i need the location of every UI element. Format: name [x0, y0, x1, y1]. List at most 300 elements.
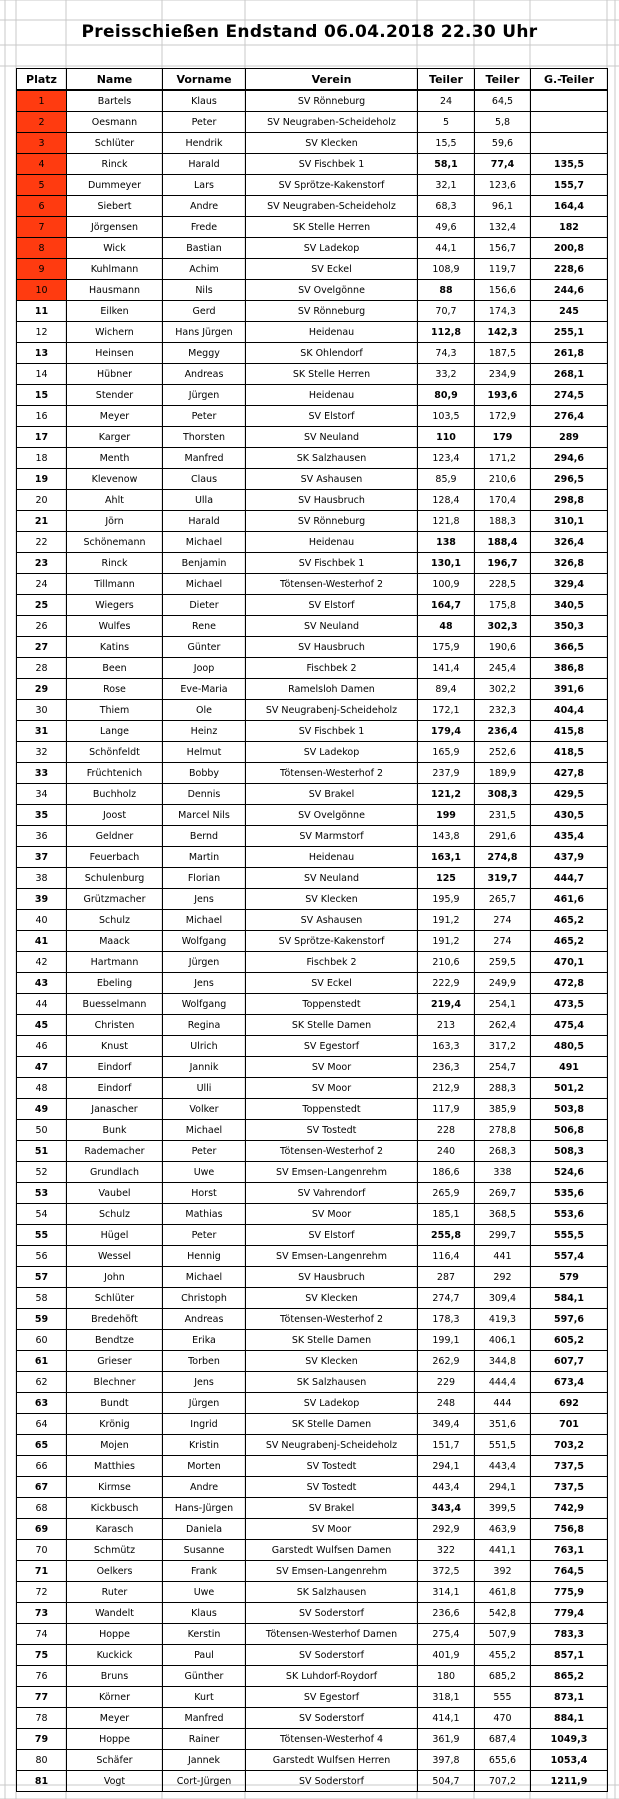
cell-platz: 57 [17, 1267, 67, 1288]
cell-vorname: Nils [163, 280, 246, 301]
table-row [17, 133, 608, 154]
cell-platz: 62 [17, 1372, 67, 1393]
cell-gesamt-teiler: 326,8 [531, 553, 608, 574]
cell-vorname: Andre [163, 196, 246, 217]
table-row [17, 364, 608, 385]
cell-vorname: Michael [163, 1120, 246, 1141]
cell-teiler-2: 463,9 [475, 1519, 531, 1540]
cell-gesamt-teiler: 340,5 [531, 595, 608, 616]
cell-vorname: Christoph [163, 1288, 246, 1309]
cell-teiler-2: 196,7 [475, 553, 531, 574]
cell-platz: 42 [17, 952, 67, 973]
cell-gesamt-teiler: 857,1 [531, 1645, 608, 1666]
cell-vorname: Jürgen [163, 385, 246, 406]
cell-name: Ruter [67, 1582, 163, 1603]
cell-verein: SV Ladekop [246, 238, 418, 259]
cell-gesamt-teiler: 366,5 [531, 637, 608, 658]
cell-verein: Heidenau [246, 847, 418, 868]
cell-teiler-2: 156,7 [475, 238, 531, 259]
cell-teiler-2: 274 [475, 931, 531, 952]
table-row [17, 973, 608, 994]
cell-teiler-1: 212,9 [418, 1078, 475, 1099]
cell-gesamt-teiler: 506,8 [531, 1120, 608, 1141]
cell-vorname: Manfred [163, 448, 246, 469]
cell-teiler-2: 188,3 [475, 511, 531, 532]
cell-teiler-1: 128,4 [418, 490, 475, 511]
table-row [17, 322, 608, 343]
cell-teiler-2: 399,5 [475, 1498, 531, 1519]
cell-vorname: Jens [163, 1372, 246, 1393]
cell-teiler-1: 165,9 [418, 742, 475, 763]
cell-name: Wulfes [67, 616, 163, 637]
cell-teiler-2: 172,9 [475, 406, 531, 427]
cell-teiler-2: 254,1 [475, 994, 531, 1015]
cell-teiler-1: 318,1 [418, 1687, 475, 1708]
table-row [17, 553, 608, 574]
cell-teiler-2: 317,2 [475, 1036, 531, 1057]
cell-platz: 21 [17, 511, 67, 532]
cell-gesamt-teiler: 472,8 [531, 973, 608, 994]
cell-name: Tillmann [67, 574, 163, 595]
cell-teiler-2: 210,6 [475, 469, 531, 490]
cell-teiler-1: 33,2 [418, 364, 475, 385]
cell-teiler-1: 179,4 [418, 721, 475, 742]
cell-gesamt-teiler: 310,1 [531, 511, 608, 532]
cell-teiler-2: 406,1 [475, 1330, 531, 1351]
cell-gesamt-teiler: 155,7 [531, 175, 608, 196]
cell-teiler-1: 401,9 [418, 1645, 475, 1666]
cell-name: Grieser [67, 1351, 163, 1372]
cell-name: Schönemann [67, 532, 163, 553]
cell-teiler-2: 142,3 [475, 322, 531, 343]
table-row [17, 1708, 608, 1729]
cell-teiler-1: 70,7 [418, 301, 475, 322]
cell-vorname: Horst [163, 1183, 246, 1204]
cell-vorname: Ulla [163, 490, 246, 511]
cell-name: Schlüter [67, 133, 163, 154]
cell-vorname: Achim [163, 259, 246, 280]
cell-teiler-2: 231,5 [475, 805, 531, 826]
cell-platz: 39 [17, 889, 67, 910]
cell-vorname: Mathias [163, 1204, 246, 1225]
table-row [17, 763, 608, 784]
cell-vorname: Andreas [163, 1309, 246, 1330]
cell-gesamt-teiler: 135,5 [531, 154, 608, 175]
cell-name: Karger [67, 427, 163, 448]
cell-verein: SV Rönneburg [246, 90, 418, 112]
cell-platz: 41 [17, 931, 67, 952]
cell-name: Vaubel [67, 1183, 163, 1204]
cell-name: Ahlt [67, 490, 163, 511]
cell-platz: 1 [17, 90, 67, 112]
cell-verein: Tötensen-Westerhof 4 [246, 1729, 418, 1750]
cell-platz: 45 [17, 1015, 67, 1036]
cell-platz: 50 [17, 1120, 67, 1141]
table-row [17, 1519, 608, 1540]
cell-name: Dummeyer [67, 175, 163, 196]
cell-vorname: Marcel Nils [163, 805, 246, 826]
cell-teiler-2: 294,1 [475, 1477, 531, 1498]
table-row [17, 112, 608, 133]
cell-gesamt-teiler: 737,5 [531, 1456, 608, 1477]
cell-verein: SV Ovelgönne [246, 280, 418, 301]
cell-name: Meyer [67, 406, 163, 427]
cell-verein: SV Fischbek 1 [246, 721, 418, 742]
cell-platz: 44 [17, 994, 67, 1015]
cell-verein: SV Tostedt [246, 1456, 418, 1477]
table-row [17, 1750, 608, 1771]
cell-verein: SV Neuland [246, 616, 418, 637]
cell-verein: Tötensen-Westerhof 2 [246, 1309, 418, 1330]
cell-name: Oelkers [67, 1561, 163, 1582]
table-row [17, 1687, 608, 1708]
cell-gesamt-teiler: 884,1 [531, 1708, 608, 1729]
table-row [17, 1582, 608, 1603]
table-row [17, 931, 608, 952]
header-name: Name [67, 69, 163, 91]
table-row [17, 1645, 608, 1666]
table-row [17, 1141, 608, 1162]
cell-name: Wichern [67, 322, 163, 343]
cell-platz: 72 [17, 1582, 67, 1603]
cell-gesamt-teiler [531, 90, 608, 112]
cell-platz: 43 [17, 973, 67, 994]
cell-teiler-1: 185,1 [418, 1204, 475, 1225]
cell-platz: 28 [17, 658, 67, 679]
cell-verein: Heidenau [246, 385, 418, 406]
cell-platz: 20 [17, 490, 67, 511]
cell-teiler-1: 262,9 [418, 1351, 475, 1372]
cell-platz: 71 [17, 1561, 67, 1582]
cell-name: Wandelt [67, 1603, 163, 1624]
cell-vorname: Wolfgang [163, 931, 246, 952]
cell-gesamt-teiler: 276,4 [531, 406, 608, 427]
cell-platz: 74 [17, 1624, 67, 1645]
table-row [17, 1120, 608, 1141]
cell-name: Oesmann [67, 112, 163, 133]
cell-teiler-1: 74,3 [418, 343, 475, 364]
cell-vorname: Uwe [163, 1582, 246, 1603]
table-row [17, 679, 608, 700]
cell-vorname: Harald [163, 154, 246, 175]
header-vorname: Vorname [163, 69, 246, 91]
cell-vorname: Hendrik [163, 133, 246, 154]
table-row [17, 1603, 608, 1624]
cell-teiler-2: 64,5 [475, 90, 531, 112]
cell-gesamt-teiler: 779,4 [531, 1603, 608, 1624]
cell-platz: 9 [17, 259, 67, 280]
page-title: Preisschießen Endstand 06.04.2018 22.30 Uhr [81, 22, 538, 42]
cell-vorname: Klaus [163, 1603, 246, 1624]
cell-verein: SV Ladekop [246, 742, 418, 763]
table-row [17, 805, 608, 826]
cell-gesamt-teiler: 763,1 [531, 1540, 608, 1561]
cell-vorname: Peter [163, 406, 246, 427]
cell-gesamt-teiler: 535,6 [531, 1183, 608, 1204]
cell-verein: SK Stelle Damen [246, 1015, 418, 1036]
cell-teiler-1: 236,3 [418, 1057, 475, 1078]
cell-vorname: Rainer [163, 1729, 246, 1750]
table-row [17, 1015, 608, 1036]
cell-gesamt-teiler: 597,6 [531, 1309, 608, 1330]
table-row [17, 448, 608, 469]
cell-gesamt-teiler: 386,8 [531, 658, 608, 679]
cell-gesamt-teiler: 865,2 [531, 1666, 608, 1687]
table-header-row [17, 69, 608, 91]
cell-verein: SK Salzhausen [246, 1582, 418, 1603]
cell-verein: Tötensen-Westerhof 2 [246, 574, 418, 595]
cell-name: Bruns [67, 1666, 163, 1687]
cell-teiler-1: 237,9 [418, 763, 475, 784]
cell-name: Rose [67, 679, 163, 700]
cell-teiler-2: 254,7 [475, 1057, 531, 1078]
cell-verein: Toppenstedt [246, 1099, 418, 1120]
cell-gesamt-teiler: 465,2 [531, 931, 608, 952]
table-row [17, 826, 608, 847]
table-row [17, 1330, 608, 1351]
cell-teiler-1: 138 [418, 532, 475, 553]
cell-verein: Heidenau [246, 322, 418, 343]
cell-vorname: Michael [163, 532, 246, 553]
cell-teiler-1: 248 [418, 1393, 475, 1414]
table-row [17, 469, 608, 490]
cell-teiler-1: 85,9 [418, 469, 475, 490]
cell-name: Buchholz [67, 784, 163, 805]
cell-platz: 12 [17, 322, 67, 343]
cell-teiler-2: 265,7 [475, 889, 531, 910]
cell-verein: SV Neugraben-Scheideholz [246, 112, 418, 133]
cell-verein: Garstedt Wulfsen Damen [246, 1540, 418, 1561]
cell-name: Jörgensen [67, 217, 163, 238]
cell-platz: 80 [17, 1750, 67, 1771]
cell-teiler-2: 236,4 [475, 721, 531, 742]
table-row [17, 616, 608, 637]
cell-name: Thiem [67, 700, 163, 721]
cell-gesamt-teiler: 701 [531, 1414, 608, 1435]
cell-teiler-2: 228,5 [475, 574, 531, 595]
cell-platz: 31 [17, 721, 67, 742]
cell-gesamt-teiler: 1211,9 [531, 1771, 608, 1792]
table-row [17, 1540, 608, 1561]
cell-vorname: Bernd [163, 826, 246, 847]
cell-verein: SK Ohlendorf [246, 343, 418, 364]
cell-gesamt-teiler: 775,9 [531, 1582, 608, 1603]
cell-name: Hoppe [67, 1729, 163, 1750]
cell-teiler-1: 414,1 [418, 1708, 475, 1729]
cell-platz: 59 [17, 1309, 67, 1330]
cell-teiler-1: 443,4 [418, 1477, 475, 1498]
table-row [17, 889, 608, 910]
cell-teiler-2: 455,2 [475, 1645, 531, 1666]
cell-platz: 33 [17, 763, 67, 784]
cell-name: Geldner [67, 826, 163, 847]
table-row [17, 1057, 608, 1078]
cell-vorname: Ulrich [163, 1036, 246, 1057]
cell-vorname: Andre [163, 1477, 246, 1498]
cell-verein: SV Ashausen [246, 910, 418, 931]
cell-name: Eindorf [67, 1078, 163, 1099]
cell-teiler-1: 504,7 [418, 1771, 475, 1792]
cell-platz: 58 [17, 1288, 67, 1309]
cell-gesamt-teiler: 473,5 [531, 994, 608, 1015]
cell-platz: 10 [17, 280, 67, 301]
cell-vorname: Benjamin [163, 553, 246, 574]
cell-verein: SV Soderstorf [246, 1771, 418, 1792]
cell-vorname: Torben [163, 1351, 246, 1372]
cell-gesamt-teiler: 524,6 [531, 1162, 608, 1183]
cell-teiler-1: 103,5 [418, 406, 475, 427]
cell-platz: 23 [17, 553, 67, 574]
cell-vorname: Peter [163, 1225, 246, 1246]
cell-name: Vogt [67, 1771, 163, 1792]
cell-teiler-2: 189,9 [475, 763, 531, 784]
cell-teiler-2: 419,3 [475, 1309, 531, 1330]
cell-teiler-1: 199,1 [418, 1330, 475, 1351]
cell-vorname: Jannek [163, 1750, 246, 1771]
cell-teiler-1: 287 [418, 1267, 475, 1288]
cell-gesamt-teiler: 350,3 [531, 616, 608, 637]
cell-vorname: Heinz [163, 721, 246, 742]
cell-teiler-2: 132,4 [475, 217, 531, 238]
cell-teiler-2: 274,8 [475, 847, 531, 868]
cell-vorname: Peter [163, 112, 246, 133]
table-row [17, 910, 608, 931]
cell-name: Kickbusch [67, 1498, 163, 1519]
cell-teiler-2: 687,4 [475, 1729, 531, 1750]
cell-platz: 51 [17, 1141, 67, 1162]
cell-name: Früchtenich [67, 763, 163, 784]
table-row [17, 952, 608, 973]
cell-vorname: Frede [163, 217, 246, 238]
table-row [17, 280, 608, 301]
cell-teiler-1: 141,4 [418, 658, 475, 679]
cell-vorname: Daniela [163, 1519, 246, 1540]
cell-name: Schulenburg [67, 868, 163, 889]
cell-name: Schönfeldt [67, 742, 163, 763]
cell-verein: SV Brakel [246, 1498, 418, 1519]
cell-vorname: Erika [163, 1330, 246, 1351]
cell-teiler-1: 240 [418, 1141, 475, 1162]
cell-vorname: Jannik [163, 1057, 246, 1078]
cell-platz: 54 [17, 1204, 67, 1225]
cell-verein: SV Tostedt [246, 1120, 418, 1141]
table-row [17, 301, 608, 322]
cell-teiler-1: 265,9 [418, 1183, 475, 1204]
cell-verein: SV Rönneburg [246, 301, 418, 322]
cell-teiler-1: 292,9 [418, 1519, 475, 1540]
cell-platz: 11 [17, 301, 67, 322]
cell-teiler-1: 219,4 [418, 994, 475, 1015]
cell-teiler-2: 338 [475, 1162, 531, 1183]
cell-platz: 79 [17, 1729, 67, 1750]
cell-teiler-2: 655,6 [475, 1750, 531, 1771]
cell-teiler-1: 117,9 [418, 1099, 475, 1120]
cell-teiler-2: 156,6 [475, 280, 531, 301]
cell-vorname: Volker [163, 1099, 246, 1120]
cell-verein: SV Eckel [246, 973, 418, 994]
cell-name: Joost [67, 805, 163, 826]
cell-teiler-2: 119,7 [475, 259, 531, 280]
cell-vorname: Meggy [163, 343, 246, 364]
cell-platz: 13 [17, 343, 67, 364]
table-row [17, 90, 608, 112]
cell-vorname: Gerd [163, 301, 246, 322]
cell-verein: SV Rönneburg [246, 511, 418, 532]
cell-gesamt-teiler: 294,6 [531, 448, 608, 469]
cell-platz: 78 [17, 1708, 67, 1729]
table-row [17, 238, 608, 259]
cell-gesamt-teiler: 579 [531, 1267, 608, 1288]
cell-teiler-2: 175,8 [475, 595, 531, 616]
cell-vorname: Klaus [163, 90, 246, 112]
cell-name: Heinsen [67, 343, 163, 364]
cell-platz: 37 [17, 847, 67, 868]
cell-gesamt-teiler: 391,6 [531, 679, 608, 700]
cell-teiler-1: 274,7 [418, 1288, 475, 1309]
cell-name: Hausmann [67, 280, 163, 301]
cell-teiler-2: 319,7 [475, 868, 531, 889]
cell-vorname: Günter [163, 637, 246, 658]
cell-teiler-2: 123,6 [475, 175, 531, 196]
cell-gesamt-teiler: 289 [531, 427, 608, 448]
cell-gesamt-teiler: 480,5 [531, 1036, 608, 1057]
cell-teiler-2: 444 [475, 1393, 531, 1414]
cell-verein: Tötensen-Westerhof Damen [246, 1624, 418, 1645]
cell-teiler-1: 222,9 [418, 973, 475, 994]
cell-vorname: Ulli [163, 1078, 246, 1099]
table-row [17, 994, 608, 1015]
table-row [17, 1204, 608, 1225]
cell-teiler-2: 170,4 [475, 490, 531, 511]
cell-teiler-1: 172,1 [418, 700, 475, 721]
cell-teiler-2: 288,3 [475, 1078, 531, 1099]
cell-vorname: Peter [163, 1141, 246, 1162]
table-row [17, 1288, 608, 1309]
cell-teiler-2: 278,8 [475, 1120, 531, 1141]
cell-teiler-1: 130,1 [418, 553, 475, 574]
cell-verein: SK Stelle Herren [246, 217, 418, 238]
cell-gesamt-teiler: 437,9 [531, 847, 608, 868]
cell-platz: 60 [17, 1330, 67, 1351]
header-gesamt-teiler: G.-Teiler [531, 69, 608, 91]
cell-verein: SV Hausbruch [246, 490, 418, 511]
cell-name: Wiegers [67, 595, 163, 616]
cell-verein: SV Moor [246, 1057, 418, 1078]
cell-teiler-2: 344,8 [475, 1351, 531, 1372]
cell-platz: 64 [17, 1414, 67, 1435]
cell-platz: 53 [17, 1183, 67, 1204]
cell-vorname: Michael [163, 910, 246, 931]
cell-teiler-1: 121,8 [418, 511, 475, 532]
cell-teiler-1: 372,5 [418, 1561, 475, 1582]
cell-platz: 38 [17, 868, 67, 889]
cell-vorname: Morten [163, 1456, 246, 1477]
table-row [17, 1036, 608, 1057]
cell-vorname: Kurt [163, 1687, 246, 1708]
cell-vorname: Jens [163, 889, 246, 910]
table-row [17, 595, 608, 616]
cell-vorname: Michael [163, 1267, 246, 1288]
cell-verein: SK Stelle Herren [246, 364, 418, 385]
cell-name: Eindorf [67, 1057, 163, 1078]
header-platz: Platz [17, 69, 67, 91]
table-row [17, 1498, 608, 1519]
cell-verein: SV Brakel [246, 784, 418, 805]
cell-teiler-2: 302,3 [475, 616, 531, 637]
cell-vorname: Ingrid [163, 1414, 246, 1435]
cell-teiler-1: 163,1 [418, 847, 475, 868]
cell-verein: SV Ladekop [246, 1393, 418, 1414]
